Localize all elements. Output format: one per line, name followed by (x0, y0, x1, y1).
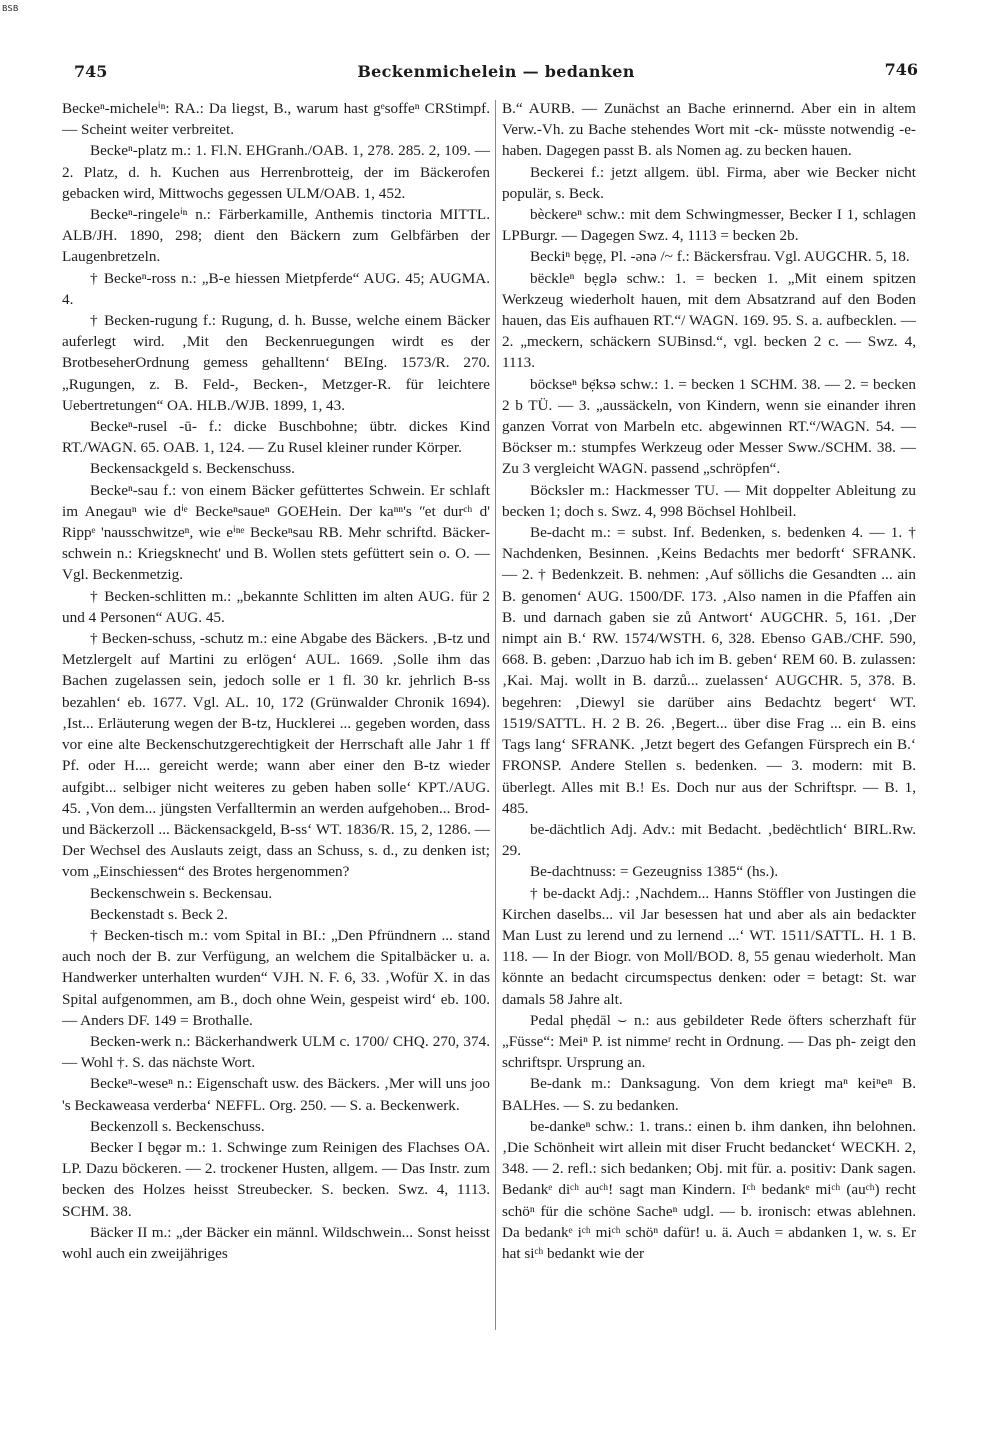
entry-beckenringelein: Beckeⁿ-ringeleⁱⁿ n.: Färberkamille, Anthemis tinctoria MITTL. ALB/JH. 1890, 298; dient den Bäckern zum Gelbfärben der Laugenbretzeln. (62, 206, 490, 266)
page-header (74, 62, 918, 88)
entry-beckensackgeld: Beckensackgeld s. Beckenschuss. (90, 460, 295, 478)
entry-beckenwerk: Becken-werk n.: Bäckerhandwerk ULM c. 1700/ CHQ. 270, 374. — Wohl †. S. das nächste Wort. (62, 1032, 490, 1072)
entry-beckenrusel: Beckeⁿ-rusel -ū- f.: dicke Buschbohne; übtr. dickes Kind RT./WAGN. 65. OAB. 1, 124. — Zu Rusel kleiner runder Körper. (62, 418, 490, 457)
entry-becklen: bëckleⁿ bẹglə schw.: 1. = becken 1. „Mit einem spitzen Werkzeug wiederholt hauen, mit dem Absatzrand auf den Boden hauen, das Eis aufhauen RT.“/ WAGN. 169. 95. S. a. aufbecklen. — 2. „meckern, schäckern SUBinsd.“, vgl. becken 2 c. — Swz. 4, 1113. (502, 269, 916, 372)
entry-bedanken: be-dankeⁿ schw.: 1. trans.: einen b. ihm danken, ihn belohnen. ‚Die Schönheit wirt allein mit diser Frucht bedancket‘ WECKH. 2, 348. — 2. refl.: sich bedanken; Obj. mit für. a. positiv: Dank sagen. Bedankᵉ diᶜʰ auᶜʰ! sagt man Kindern. Iᶜʰ bedankᵉ miᶜʰ (auᶜʰ) recht schöⁿ für die schöne Sacheⁿ udgl. — b. ironisch: etwas ablehnen. Da bedankᵉ iᶜʰ miᶜʰ schöⁿ dafür! u. ä. Auch = abdanken 1, w. s. Er hat siᶜʰ bedankt wie der (502, 1117, 916, 1262)
entry-bedacht: Be-dacht m.: = subst. Inf. Bedenken, s. bedenken 4. — 1. † Nachdenken, Besinnen. ‚Keins Bedachts mer bedorft‘ SFRANK. — 2. † Bedenkzeit. B. nehmen: ‚Auf söllichs die Gesandten ... ain B. genomen‘ AUG. 1500/DF. 173. ‚Also namen in die Pfaffen ain B. und darnach gaben sie zů Antwort‘ AUGCHR. 5, 161. ‚Der nimpt ain B.‘ RW. 1574/WSTH. 6, 328. Ebenso GAB./CHF. 590, 668. B. geben: ‚Darzuo hab ich im B. geben‘ REM 60. B. zulassen: ‚Kai. Maj. wollt in B. darzů... zuelassen‘ AUGCHR. 5, 378. B. begehren: ‚Diewyl sie darüber ains Bedachtz begert‘ WT. 1519/SATTL. H. 2 B. 26. ‚Begert... über dise Frag ... ein B. eins Tags lang‘ SFRANK. ‚Jetzt begert des Gefangen Fürsprech ein B.‘ FRONSP. Andere Stellen s. bedenken. — 3. modern: mit B. überlegt. Alles mit B.! Es. Doch nur aus der Schriftspr. — B. 1, 485. (502, 524, 916, 817)
entry-boecksen: böckseⁿ bẹ̈ksə schw.: 1. = becken 1 SCHM. 38. — 2. = becken 2 b TÜ. — 3. „aussäckeln, von Kindern, wenn sie einander ihren ganzen Vorrat von Marbeln etc. abgewinnen RT.“/WAGN. 54. — Böckser m.: stumpfes Werkzeug oder Messer Sww./SCHM. 38. — Zu 3 vergleicht WAGN. passend „schröpfen“. (502, 375, 916, 478)
entry-bedachtnuss: Be-dachtnuss: = Gezeugniss 1385“ (hs.). (530, 863, 779, 881)
entry-beckenschlitten: † Becken-schlitten m.: „bekannte Schlitten im alten AUG. für 2 und 4 Personen“ AUG. 45. (62, 587, 490, 626)
running-head: Beckenmichelein — bedanken (357, 62, 635, 81)
entry-beckenmichelein: Beckeⁿ-micheleⁱⁿ: RA.: Da liegst, B., warum hast gᵉsoffeⁿ CRStimpf. — Scheint weiter verbreitet. (62, 100, 490, 139)
library-watermark: BSB (2, 4, 19, 13)
entry-beckeren: bèckereⁿ schw.: mit dem Schwingmesser, Becker I 1, schlagen LPBurgr. — Dagegen Swz. 4, 1113 = becken 2b. (502, 206, 916, 245)
left-column (62, 98, 490, 1264)
entry-beckenrugung: † Becken-rugung f.: Rugung, d. h. Busse, welche einem Bäcker auferlegt wird. ‚Mit den Beckenruegungen wirdt es der BrotbeseherOrdnung gemess gehalltenn‘ BEIng. 1573/R. 270. „Rugungen, z. B. Feld-, Becken-, Metzger-R. für leichtere Uebertretungen“ OA. HLB./WJB. 1899, 1, 43. (62, 312, 490, 414)
right-column (502, 98, 916, 1264)
column-divider (495, 100, 496, 1330)
entry-becker-i: Becker I bęgər m.: 1. Schwinge zum Reinigen des Flachses OA. LP. Dazu böckeren. — 2. trockener Husten, allgem. — Das Instr. zum becken des Holzes heisst Streubecker. S. becken. Swz. 4, 1113. SCHM. 38. (62, 1138, 490, 1220)
entry-beckenplatz: Beckeⁿ-platz m.: 1. Fl.N. EHGranh./OAB. 1, 278. 285. 2, 109. — 2. Platz, d. h. Kuchen aus Herrenbrotteig, der im Bäckerofen gebacken wird, Mittwochs gegessen ULM/OAB. 1, 452. (62, 142, 490, 202)
entry-boecksler: Böcksler m.: Hackmesser TU. — Mit doppelter Ableitung zu becken 1; doch s. Swz. 4, 998 Böchsel Hohlbeil. (502, 481, 916, 520)
entry-baecker-ii: Bäcker II m.: „der Bäcker ein männl. Wildschwein... Sonst heisst wohl auch ein zweijähriges (62, 1223, 490, 1262)
page-number-right: 746 (884, 60, 918, 79)
entry-beckerei: Beckerei f.: jetzt allgem. übl. Firma, aber wie Becker nicht populär, s. Beck. (502, 163, 916, 202)
entry-bedackt: † be-dackt Adj.: ‚Nachdem... Hanns Stöffler von Justingen die Kirchen daselbs... vil Jar besessen hat und aber als ain bedackter Man Lust zu lerend und zu lernend ...‘ WT. 1511/SATTL. H. 1 B. 118. — In der Biogr. von Moll/BOD. 8, 55 genau wiederholt. Man könnte an bedacht circumspectus denken: oder = betagt: St. war damals 58 Jahre alt. (502, 884, 916, 1008)
entry-bedaechtlich: be-dächtlich Adj. Adv.: mit Bedacht. ‚bedëchtlich‘ BIRL.Rw. 29. (502, 820, 916, 860)
entry-bedank: Be-dank m.: Danksagung. Von dem kriegt maⁿ keiⁿeⁿ B. BALHes. — S. zu bedanken. (502, 1075, 916, 1114)
entry-beckenross: † Beckeⁿ-ross n.: „B-e hiessen Mietpferde“ AUG. 45; AUGMA. 4. (62, 269, 490, 308)
entry-beckenschuss: † Becken-schuss, -schutz m.: eine Abgabe des Bäckers. ‚B-tz und Metzlergelt auf Martini zu erlögen‘ AUL. 1669. ‚Solle ihm das Bachen zugelassen sein, jedoch solle er 1 fl. 30 kr. jehrlich B-ss bezahlen‘ eb. 1677. Vgl. AL. 10, 172 (Grünwalder Chronik 1694). ‚Ist... Erläuterung wegen der B-tz, Hucklerei ... gegeben worden, dass vor eine alte Beckenschutzgerechtigkeit der Herrschaft alle Jahr 1 ff Pf. oder H.... gereicht werde; wann aber einer den B-tz wieder aufgibt... selbiger nicht weiteres zu geben haben solle‘ KPT./AUG. 45. ‚Von dem... jüngsten Verfalltermin an werden aufgehoben... Brod- und Bäckerzoll ... Bäckensackgeld, B-ss‘ WT. 1836/R. 15, 2, 1286. — Der Wechsel des Auslauts zeigt, dass an Schuss, s. d., zu denken ist; vom „Einschiessen“ des Brotes hergenommen? (62, 630, 490, 881)
entry-beckenwesen: Beckeⁿ-weseⁿ n.: Eigenschaft usw. des Bäckers. ‚Mer will uns joo 's Beckaweasa verderba‘ NEFFL. Org. 250. — S. a. Beckenwerk. (62, 1075, 490, 1114)
entry-beckenzoll: Beckenzoll s. Beckenschuss. (90, 1117, 265, 1135)
entry-pedal: Pedal phẹdāl ⌣ n.: aus gebildeter Rede öfters scherzhaft für „Füsse“: Meiⁿ P. ist nimmeʳ recht in Ordnung. — Das ph- zeigt den schriftspr. Ursprung an. (502, 1011, 916, 1072)
entry-beckenschwein: Beckenschwein s. Beckensau. (90, 884, 273, 902)
entry-continuation: B.“ AURB. — Zunächst an Bache erinnernd. Aber ein in altem Verw.-Vh. zu Bache stehendes Wort mit -ck- müsste notwendig -e- haben. Dagegen passt B. als Nomen ag. zu becken hauen. (502, 100, 916, 160)
entry-beckin: Beckiⁿ bẹgẹ, Pl. -ənə /~ f.: Bäckersfrau. Vgl. AUGCHR. 5, 18. (530, 248, 910, 266)
page-number-left: 745 (74, 62, 108, 81)
entry-beckentisch: † Becken-tisch m.: vom Spital in BI.: „Den Pfründnern ... stand auch noch der B. zur Verfügung, an welchem die Spitalbäcker u. a. Handwerker unterhalten wurden“ VJH. N. F. 6, 33. ‚Wofür X. in das Spital aufgenommen, am B., doch ohne Wein, gespeist wird‘ eb. 100. — Anders DF. 149 = Brothalle. (62, 926, 490, 1029)
entry-beckenstadt: Beckenstadt s. Beck 2. (90, 905, 228, 923)
entry-beckensau: Beckeⁿ-sau f.: von einem Bäcker gefüttertes Schwein. Er schlaft im Anegauⁿ wie dⁱᵉ Beckeⁿsaueⁿ GOEHein. Der kaⁿⁿ's ʺet durᶜʰ d' Rippᵉ 'nausschwitzeⁿ, wie eⁱⁿᵉ Beckeⁿsau RB. Mehr schriftd. Bäcker-schwein n.: Kriegsknecht' und B. Wollen stets gefüttert sein o. O. — Vgl. Beckenmetzig. (62, 481, 490, 584)
